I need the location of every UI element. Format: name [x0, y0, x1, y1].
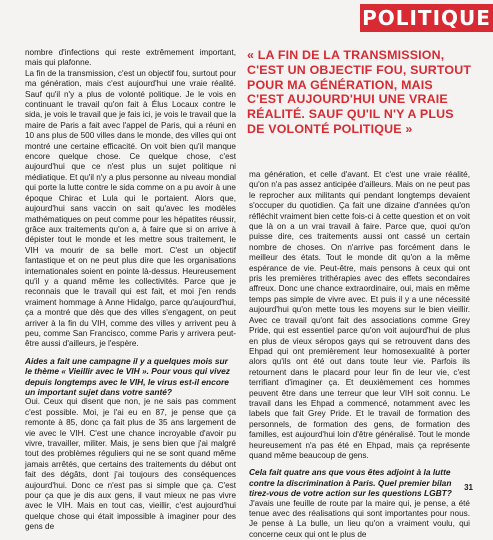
section-label: POLITIQUE [360, 4, 493, 32]
interview-question-1: Aides a fait une campagne il y a quelques mois sur le thème « Vieillir avec le VIH ». Pour vous qui vivez depuis longtemps avec le VIH, le virus est-il encore un important sujet dans votre santé? [25, 355, 230, 397]
right-paragraph-1: ma génération, et celle d'avant. Et c'est une vraie réalité, qu'on n'a pas assez anticipée d'ailleurs. Mais on ne peut pas le reprocher aux militants qui pendant longtemps devaient s'occuper du quotidien. Ça fait une dizaine d'années qu'on réfléchit vraiment bien cette fois-ci à cette question et on voit que là on a un vrai travail à faire. Parce que, quoi qu'on puisse dire, ces traitements aussi ont cassé un certain nombre de choses. On n'arrive pas forcément dans le meilleur des états. Tout le monde dit qu'on a la même espérance de vie. Peut-être, mais pensons à ceux qui ont pris les premières trithérapies avec des effets secondaires affreux. Donc une chance extraordinaire, oui, mais en même temps pas simple de vivre avec. Et puis il y a une nécessité aujourd'hui qu'on mette tous les moyens sur le bien vieillir. Avec ce travail qu'ont fait des associations comme Grey Pride, qui est essentiel parce qu'on voit aujourd'hui de plus en plus de vieux séropos gays qui se retrouvent dans des Ehpad qui ont premièrement leur homosexualité à porter alors qu'ils ont été out dans toute leur vie. Parfois ils retournent dans le placard pour leur fin de leur vie, c'est terrifiant d'imaginer ça. Et deuxièmement ces hommes peuvent être dans une terreur que leur VIH soit connu. Le travail dans les Ehpad a commencé, notamment avec les labels que fait Grey Pride. Et le travail de formation des personnels, de formation des gens, de formation des familles, est aujourd'hui loin d'être généralisé. Tout le monde heureusement n'a pas été en Ehpad, mais ça représente quand même beaucoup de gens. [249, 170, 470, 460]
left-paragraph-1: nombre d'infections qui reste extrêmement important, mais qui plafonne. [25, 48, 236, 68]
interview-question-2: Cela fait quatre ans que vous êtes adjoint à la lutte contre la discrimination à Paris. Quel premier bilan tirez-vous de votre action sur les questions LGBT? [249, 467, 452, 499]
right-paragraph-2: J'avais une feuille de route par la maire qui, je pense, a été tenue avec des réalisations qui sont importantes pour nous. Je pense à La bulle, un lieu qu'on a vraiment voulu, qui concerne ceux qui ont le plus de [249, 498, 470, 539]
left-paragraph-2: La fin de la transmission, c'est un objectif fou, surtout pour ma génération, mais c'est aujourd'hui une vraie réalité. Sauf qu'il n'y a plus de volonté politique. Je le vois en continuant le travail qu'on fait à Élus Locaux contre le sida, je vois le travail que je fais ici, je vois le travail que la maire de Paris a fait avec l'appel de Paris, qui a réuni en 10 ans plus de 500 villes dans le monde, des villes qui ont montré une certaine efficacité. On voit bien qu'il manque encore quelque chose. Ce quelque chose, c'est aujourd'hui que ce n'est plus un sujet politique ni médiatique. Et qu'il n'y a plus personne au niveau mondial qui porte la lutte contre le sida comme on a pu avoir à une époque Chirac et Lula qui le portaient. Alors que, aujourd'hui sans vaccin on sait qu'avec les modèles mathématiques on peut comme pour les hépatites réussir, grâce aux traitements qu'on a, à faire que si on arrive à dépister tout le monde et les mettre sous traitement, le VIH va mourir de sa belle mort. C'est un objectif fantastique et on ne peut plus dire que les organisations internationales soient en pointe là-dessus. Heureusement qu'il y a quand même les collectivités. Parce que je reconnais que le travail qui est fait, et moi j'en rends vraiment hommage à Anne Hidalgo, parce qu'aujourd'hui, ça a montré que dès que des villes s'engagent, on peut arriver à la fin du VIH, comme des villes y arrivent peu à peu, comme San Francisco, comme Paris y arrivera peut-être aussi d'ailleurs, je l'espère. [25, 68, 236, 349]
right-column [249, 170, 470, 540]
page-header [0, 0, 493, 34]
pull-quote: « LA FIN DE LA TRANSMISSION, C'EST UN OBJECTIF FOU, SURTOUT POUR MA GÉNÉRATION, MAIS C'EST AUJOURD'HUI UNE VRAIE RÉALITÉ. SAUF QU'IL N'Y A PLUS DE VOLONTÉ POLITIQUE » [247, 48, 472, 136]
page-number: 31 [464, 483, 473, 492]
left-column [25, 48, 236, 533]
left-paragraph-3: Oui. Ceux qui disent que non, je ne sais pas comment c'est possible. Moi, je l'ai eu en 87, je pense que ça remonte à 85, donc ça fait plus de 35 ans largement de vie avec le VIH. C'est une chance incroyable d'avoir pu vivre, travailler, militer. Mais, je sens bien que j'ai malgré tout des problèmes réguliers qui ne se sont quand même jamais arrêtés, que certains des traitements du début ont fait des dégâts, dont j'ai toujours des conséquences aujourd'hui. Donc ce n'est pas si simple que ça. C'est pour ça que je dis aux gens, il vaut mieux ne pas vivre avec le VIH. Mais en tout cas, vieillir, c'est aujourd'hui quelque chose qui était impossible à imaginer pour des gens de [25, 397, 236, 532]
